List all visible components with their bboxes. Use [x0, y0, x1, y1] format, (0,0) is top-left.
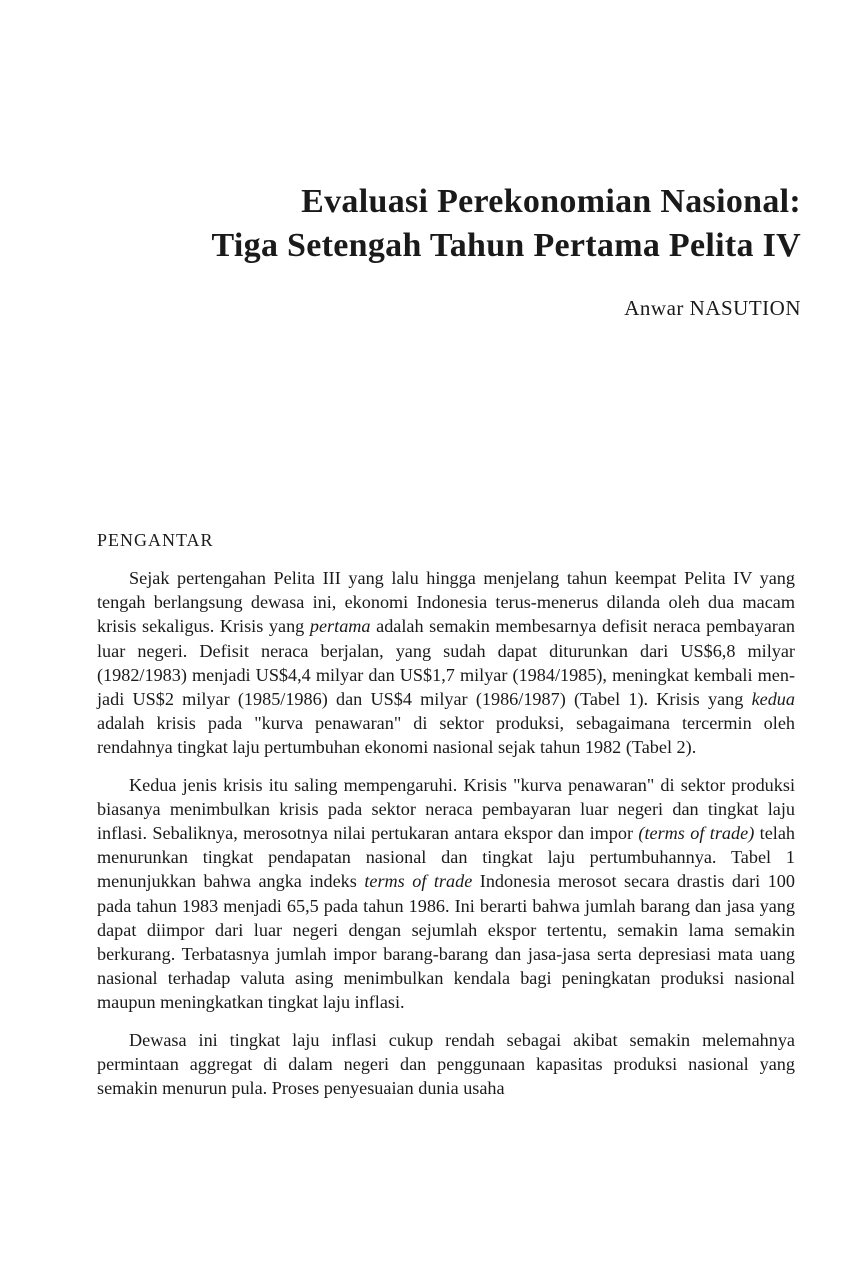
paragraph-3-text-a: Dewasa ini tingkat laju inflasi cukup rendah sebagai akibat semakin melemahnya permintaan aggregat di dalam negeri dan penggunaan kapasitas produksi nasional yang semakin menurun pula. Proses penyesuaian dunia usaha: [97, 1029, 795, 1099]
paragraph-3: [97, 1028, 795, 1101]
author-name: Anwar NASUTION: [624, 296, 801, 320]
paragraph-1: [97, 566, 795, 760]
paragraph-2-emphasis-terms-of-trade-2: terms of trade: [364, 871, 473, 892]
paragraph-2: [97, 773, 795, 1015]
paragraph-2-text-b: telah menurunkan tingkat pendapatan nasional dan tingkat laju pertumbuhannya. Tabel 1 menunjukkan bahwa angka indeks: [97, 823, 795, 892]
title-line-1: Evaluasi Perekonomian Nasional:: [301, 183, 801, 220]
paragraph-2-text-c: Indonesia merosot secara drastis dari 100 pada tahun 1983 menjadi 65,5 pada tahun 1986. Ini berarti bahwa jumlah barang dan jasa yang dapat diimpor dari luar negeri dengan sejumlah ekspor tertentu, semakin lama semakin berkurang. Terbatasnya jumlah impor barang-barang dan jasa-jasa serta depresiasi mata uang nasional terhadap valuta asing menimbulkan kendala bagi peningkatan produksi nasional maupun meningkatkan tingkat laju inflasi.: [97, 871, 795, 1013]
article-title: [212, 180, 801, 268]
paragraph-1-emphasis-pertama: pertama: [309, 616, 371, 637]
body-text: [97, 566, 795, 1113]
paragraph-1-text-a: Sejak pertengahan Pelita III yang lalu hingga menjelang tahun keempat Pelita IV yang tengah berlangsung dewasa ini, ekonomi Indonesia terus-menerus dilanda oleh dua macam krisis sekaligus. Krisis yang: [97, 568, 795, 637]
paragraph-1-text-c: adalah krisis pada "kurva penawaran" di sektor produksi, sebagaimana tercermin oleh rendahnya tingkat laju pertumbuhan ekonomi nasional sejak tahun 1982 (Tabel 2).: [97, 713, 795, 758]
paragraph-2-emphasis-terms-of-trade-1: (terms of trade): [638, 823, 755, 844]
paragraph-2-text-a: Kedua jenis krisis itu saling mempengaruhi. Krisis "kurva penawaran" di sektor produksi biasanya menimbulkan krisis pada sektor neraca pembayaran luar negeri dan tingkat laju inflasi. Sebaliknya, merosotnya nilai pertukaran antara ekspor dan impor: [97, 774, 795, 844]
section-heading: PENGANTAR: [97, 530, 214, 550]
paragraph-1-text-b: adalah semakin membesarnya defisit neraca pembayaran luar negeri. Defisit neraca berjalan, yang sudah dapat diturunkan dari US$6,8 milyar (1982/1983) menjadi US$4,4 milyar dan US$1,7 milyar (1984/1985), meningkat kembali menjadi US$2 milyar (1985/1986) dan US$4 milyar (1986/1987) (Tabel 1). Krisis yang: [97, 616, 795, 710]
paragraph-1-emphasis-kedua: kedua: [751, 689, 795, 710]
title-line-2: Tiga Setengah Tahun Pertama Pelita IV: [211, 227, 801, 264]
